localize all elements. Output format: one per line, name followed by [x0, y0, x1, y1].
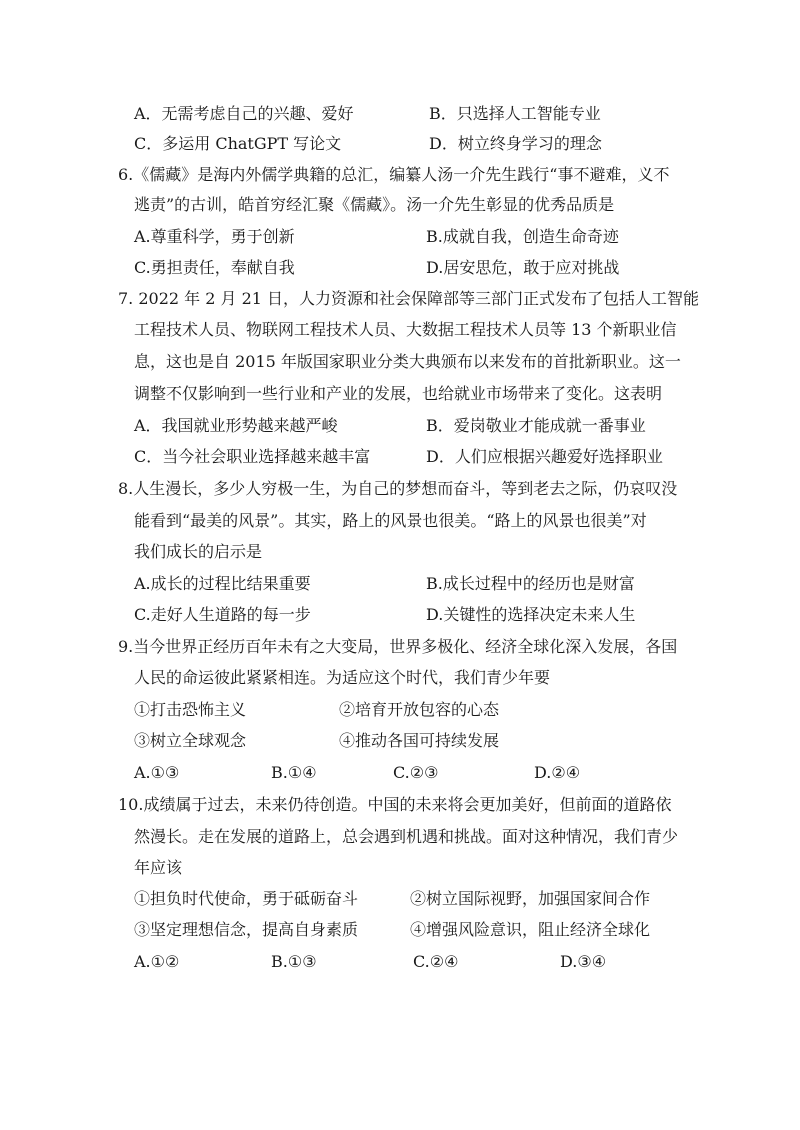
- q6-option-c: C.勇担责任，奉献自我: [134, 258, 295, 277]
- q10-option-a: A.①②: [134, 952, 180, 971]
- q10-option-d: D.③④: [560, 952, 607, 971]
- q7-stem-line: 工程技术人员、物联网工程技术人员、大数据工程技术人员等 13 个新职业信: [134, 320, 677, 339]
- q8-option-c: C.走好人生道路的每一步: [134, 605, 311, 624]
- q9-item-1: ①打击恐怖主义: [134, 700, 247, 719]
- q7-option-b: B．爱岗敬业才能成就一番事业: [426, 416, 646, 435]
- q9-option-b: B.①④: [271, 763, 317, 782]
- q10-stem-line: 然漫长。走在发展的道路上，总会遇到机遇和挑战。面对这种情况，我们青少: [134, 827, 679, 846]
- q6-option-d: D.居安思危，敢于应对挑战: [426, 258, 620, 277]
- q5-option-b: B．只选择人工智能专业: [429, 104, 601, 123]
- q8-stem-line: 我们成长的启示是: [134, 542, 263, 561]
- q9-item-2: ②培育开放包容的心态: [339, 700, 500, 719]
- q10-option-c: C.②④: [413, 952, 459, 971]
- q9-option-c: C.②③: [393, 763, 439, 782]
- q6-option-a: A.尊重科学，勇于创新: [134, 227, 295, 246]
- q8-option-a: A.成长的过程比结果重要: [134, 574, 311, 593]
- q7-stem-line: 7. 2022 年 2 月 21 日，人力资源和社会保障部等三部门正式发布了包括人工智能: [118, 289, 700, 308]
- q10-item-4: ④增强风险意识，阻止经济全球化: [410, 920, 651, 939]
- q10-item-1: ①担负时代使命，勇于砥砺奋斗: [134, 889, 359, 908]
- q8-option-d: D.关键性的选择决定未来人生: [426, 605, 636, 624]
- q7-stem-line: 调整不仅影响到一些行业和产业的发展，也给就业市场带来了变化。这表明: [134, 384, 663, 403]
- q6-stem-line: 6.《儒藏》是海内外儒学典籍的总汇，编纂人汤一介先生践行“事不避难，义不: [118, 165, 670, 184]
- q7-stem-line: 息，这也是自 2015 年版国家职业分类大典颁布以来发布的首批新职业。这一: [134, 352, 681, 371]
- q10-item-3: ③坚定理想信念，提高自身素质: [134, 920, 359, 939]
- q10-item-2: ②树立国际视野，加强国家间合作: [410, 889, 651, 908]
- q10-option-b: B.①③: [271, 952, 317, 971]
- q5-option-a: A．无需考虑自己的兴趣、爱好: [134, 104, 354, 123]
- q10-stem-line: 年应该: [134, 858, 183, 877]
- q7-option-a: A．我国就业形势越来越严峻: [134, 416, 338, 435]
- q9-option-a: A.①③: [134, 763, 180, 782]
- q8-stem-line: 8.人生漫长，多少人穷极一生，为自己的梦想而奋斗，等到老去之际，仍哀叹没: [118, 479, 678, 498]
- q5-option-c: C．多运用 ChatGPT 写论文: [134, 134, 342, 153]
- q9-item-3: ③树立全球观念: [134, 731, 247, 750]
- q6-option-b: B.成就自我，创造生命奇迹: [426, 227, 619, 246]
- q6-stem-line: 逃责”的古训，皓首穷经汇聚《儒藏》。汤一介先生彰显的优秀品质是: [134, 195, 615, 214]
- q7-option-d: D．人们应根据兴趣爱好选择职业: [426, 447, 663, 466]
- q8-stem-line: 能看到“最美的风景”。其实，路上的风景也很美。“路上的风景也很美”对: [134, 511, 647, 530]
- q5-option-d: D．树立终身学习的理念: [429, 134, 602, 153]
- q9-stem-line: 人民的命运彼此紧紧相连。为适应这个时代，我们青少年要: [134, 668, 551, 687]
- q7-option-c: C．当今社会职业选择越来越丰富: [134, 447, 371, 466]
- q9-item-4: ④推动各国可持续发展: [339, 731, 500, 750]
- q9-option-d: D.②④: [534, 763, 581, 782]
- q10-stem-line: 10.成绩属于过去，未来仍待创造。中国的未来将会更加美好，但前面的道路依: [118, 795, 672, 814]
- q9-stem-line: 9.当今世界正经历百年未有之大变局，世界多极化、经济全球化深入发展，各国: [118, 637, 678, 656]
- q8-option-b: B.成长过程中的经历也是财富: [426, 574, 635, 593]
